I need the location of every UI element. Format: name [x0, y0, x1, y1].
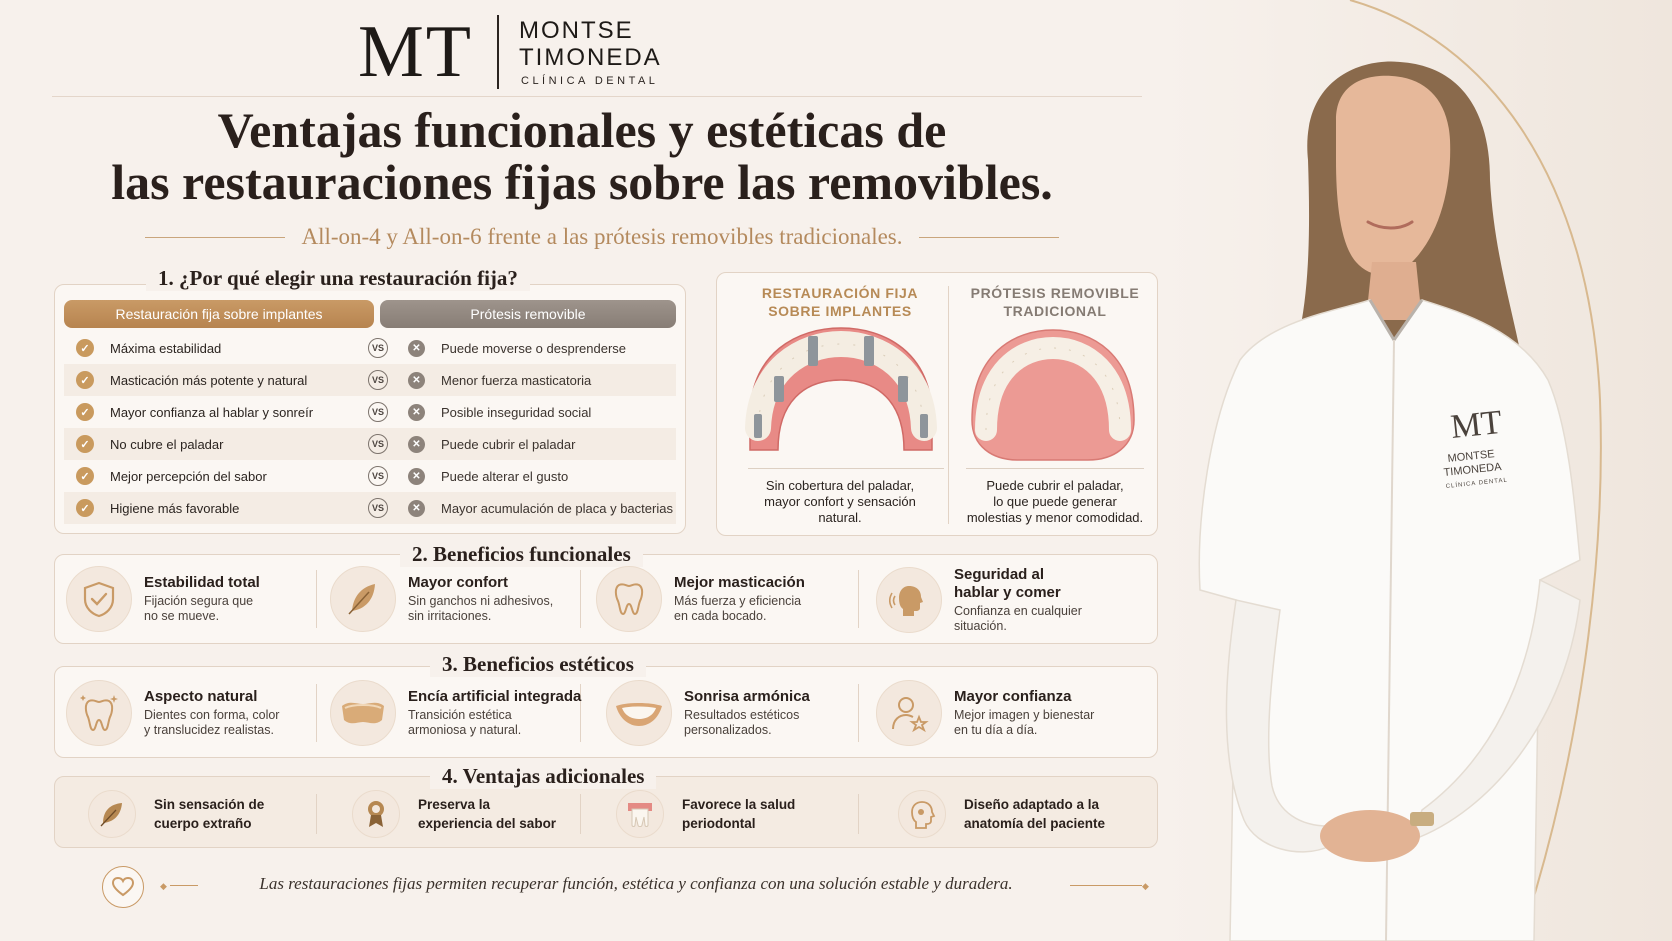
cross-icon: ✕	[408, 436, 425, 453]
benefit-desc-line-1: Confianza en cualquier	[954, 604, 1082, 618]
divider	[580, 570, 581, 628]
check-icon: ✓	[76, 371, 94, 389]
logo-monogram: MT	[358, 11, 473, 93]
column-fixed-header: Restauración fija sobre implantes	[64, 300, 374, 328]
advantage-line-2: anatomía del paciente	[964, 816, 1106, 831]
cross-icon: ✕	[408, 500, 425, 517]
advantage-no-foreign-body	[88, 790, 264, 838]
page-subtitle: All-on-4 y All-on-6 frente a las prótesis removibles tradicionales.	[301, 224, 903, 249]
benefit-desc-line-2: en cada bocado.	[674, 609, 767, 623]
fixed-caption-line-3: natural.	[818, 510, 862, 525]
gum-tooth-icon	[616, 790, 664, 838]
logo-divider	[497, 15, 499, 89]
logo-wordmark	[519, 17, 662, 87]
benefit-stability	[66, 566, 260, 632]
fixed-advantage: Mejor percepción del sabor	[110, 468, 267, 484]
benefit-desc-line-1: Sin ganchos ni adhesivos,	[408, 594, 554, 608]
advantage-line-2: cuerpo extraño	[154, 816, 252, 831]
fixed-advantage: Mayor confianza al hablar y sonreír	[110, 404, 314, 420]
removable-drawback: Puede alterar el gusto	[441, 468, 569, 484]
title-line-2: las restauraciones fijas sobre las removibles.	[111, 154, 1053, 210]
benefit-desc-line-1: Transición estética	[408, 708, 512, 722]
benefit-desc-line-2: no se mueve.	[144, 609, 220, 623]
fixed-advantage: Higiene más favorable	[110, 500, 240, 516]
removable-caption-line-1: Puede cubrir el paladar,	[986, 478, 1124, 493]
removable-drawback: Puede moverse o desprenderse	[441, 340, 627, 356]
logo-name-last: TIMONEDA	[519, 44, 662, 71]
heart-icon	[102, 866, 144, 908]
check-icon: ✓	[76, 339, 94, 357]
page-title	[52, 104, 1112, 208]
sleeve-logo-mark: MT	[1448, 403, 1504, 446]
clinic-logo	[358, 12, 662, 92]
benefit-title: Estabilidad total	[144, 574, 260, 591]
feather-icon	[330, 566, 396, 632]
vs-badge: VS	[368, 402, 388, 422]
implant-arch-image	[738, 322, 944, 468]
vs-badge: VS	[368, 338, 388, 358]
benefit-title: Mejor masticación	[674, 574, 805, 591]
section4-heading: 4. Ventajas adicionales	[430, 764, 656, 789]
advantage-anatomy	[898, 790, 1105, 838]
removable-heading-line-2: TRADICIONAL	[1003, 303, 1107, 319]
cross-icon: ✕	[408, 468, 425, 485]
comparison-row	[64, 364, 676, 396]
fixed-advantage: Máxima estabilidad	[110, 340, 222, 356]
check-icon: ✓	[76, 403, 94, 421]
speaking-head-icon	[876, 567, 942, 633]
benefit-title: Mayor confianza	[954, 688, 1072, 705]
comparison-row	[64, 428, 676, 460]
head-profile-icon	[898, 790, 946, 838]
advantage-line-1: Preserva la	[418, 797, 491, 812]
check-icon: ✓	[76, 467, 94, 485]
benefit-title: Encía artificial integrada	[408, 688, 582, 705]
logo-subtitle: CLÍNICA DENTAL	[521, 75, 659, 87]
benefit-desc-line-1: Dientes con forma, color	[144, 708, 280, 722]
subtitle-row	[52, 222, 1152, 252]
sparkle-tooth-icon	[66, 680, 132, 746]
vs-badge: VS	[368, 498, 388, 518]
removable-denture-image	[964, 326, 1142, 464]
removable-image-caption	[952, 478, 1158, 526]
benefit-chewing	[596, 566, 805, 632]
column-removable-header: Prótesis removible	[380, 300, 676, 328]
benefit-harmonious-smile	[606, 680, 810, 746]
removable-drawback: Puede cubrir el paladar	[441, 436, 576, 452]
benefit-confidence	[876, 680, 1094, 746]
sleeve-logo-name1: MONTSE	[1447, 448, 1496, 465]
removable-caption-line-2: lo que puede generar	[993, 494, 1117, 509]
advantage-line-1: Diseño adaptado a la	[964, 797, 1100, 812]
leaf-icon	[88, 790, 136, 838]
benefit-desc-line-1: Resultados estéticos	[684, 708, 800, 722]
advantage-line-2: periodontal	[682, 816, 756, 831]
benefit-title-line-1: Seguridad al	[954, 566, 1045, 583]
ornament-icon: ◆	[160, 881, 167, 891]
advantage-line-1: Favorece la salud	[682, 797, 796, 812]
section1-heading: 1. ¿Por qué elegir una restauración fija?	[146, 266, 530, 291]
advantage-taste	[352, 790, 556, 838]
footer-rule-right	[1070, 885, 1142, 886]
removable-caption-rule	[966, 468, 1144, 469]
footer-rule-left	[170, 885, 198, 886]
check-icon: ✓	[76, 435, 94, 453]
vs-badge: VS	[368, 370, 388, 390]
benefit-speaking	[876, 566, 1082, 634]
section2-heading: 2. Beneficios funcionales	[400, 542, 643, 567]
logo-name-first: MONTSE	[519, 17, 634, 44]
divider	[316, 684, 317, 742]
title-line-1: Ventajas funcionales y estéticas de	[217, 102, 947, 158]
sleeve-logo-sub: CLÍNICA DENTAL	[1445, 477, 1509, 490]
removable-drawback: Posible inseguridad social	[441, 404, 592, 420]
advantage-periodontal	[616, 790, 795, 838]
comparison-row	[64, 492, 676, 524]
sleeve-logo-name2: TIMONEDA	[1443, 460, 1503, 479]
benefit-desc-line-2: armoniosa y natural.	[408, 723, 522, 737]
divider	[580, 794, 581, 834]
fixed-heading-line-2: SOBRE IMPLANTES	[768, 303, 912, 319]
subtitle-rule-right	[919, 237, 1059, 238]
benefit-desc-line-1: Mejor imagen y bienestar	[954, 708, 1095, 722]
removable-drawback: Mayor acumulación de placa y bacterias	[441, 500, 673, 516]
removable-caption-line-3: molestias y menor comodidad.	[966, 510, 1144, 525]
removable-image-heading	[950, 284, 1160, 320]
benefit-desc-line-2: en tu día a día.	[954, 723, 1038, 737]
award-ribbon-icon	[352, 790, 400, 838]
gum-icon	[330, 680, 396, 746]
benefit-title: Sonrisa armónica	[684, 688, 810, 705]
footer-tagline: Las restauraciones fijas permiten recuperar función, estética y confianza con una solución estable y duradera.	[259, 874, 1013, 893]
subtitle-rule-left	[145, 237, 285, 238]
removable-drawback: Menor fuerza masticatoria	[441, 372, 592, 388]
fixed-heading-line-1: RESTAURACIÓN FIJA	[761, 285, 919, 301]
vs-badge: VS	[368, 466, 388, 486]
shield-check-icon	[66, 566, 132, 632]
benefit-comfort	[330, 566, 553, 632]
tooth-icon	[596, 566, 662, 632]
advantage-line-1: Sin sensación de	[154, 797, 265, 812]
divider	[316, 570, 317, 628]
benefit-title: Mayor confort	[408, 574, 509, 591]
benefit-desc-line-2: sin irritaciones.	[408, 609, 492, 623]
cross-icon: ✕	[408, 404, 425, 421]
fixed-advantage: Masticación más potente y natural	[110, 372, 308, 388]
fixed-advantage: No cubre el paladar	[110, 436, 224, 452]
benefit-title: Aspecto natural	[144, 688, 258, 705]
smile-icon	[606, 680, 672, 746]
header-rule	[52, 96, 1142, 97]
clinician-portrait	[1160, 0, 1672, 941]
divider	[858, 684, 859, 742]
benefit-desc-line-1: Más fuerza y eficiencia	[674, 594, 802, 608]
cross-icon: ✕	[408, 372, 425, 389]
benefit-title-line-2: hablar y comer	[954, 584, 1061, 601]
ornament-icon: ◆	[1142, 881, 1149, 891]
check-icon: ✓	[76, 499, 94, 517]
section3-heading: 3. Beneficios estéticos	[430, 652, 646, 677]
advantage-line-2: experiencia del sabor	[418, 816, 557, 831]
divider	[858, 570, 859, 628]
benefit-desc-line-2: personalizados.	[684, 723, 772, 737]
cross-icon: ✕	[408, 340, 425, 357]
comparison-row	[64, 396, 676, 428]
vs-badge: VS	[368, 434, 388, 454]
person-star-icon	[876, 680, 942, 746]
comparison-row	[64, 332, 676, 364]
benefit-desc-line-2: situación.	[954, 619, 1007, 633]
comparison-row	[64, 460, 676, 492]
fixed-caption-line-1: Sin cobertura del paladar,	[765, 478, 915, 493]
fixed-image-heading	[730, 284, 950, 320]
benefit-integrated-gum	[330, 680, 581, 746]
fixed-caption-rule	[748, 468, 944, 469]
fixed-caption-line-2: mayor confort y sensación	[764, 494, 916, 509]
fixed-image-caption	[730, 478, 950, 526]
removable-heading-line-1: PRÓTESIS REMOVIBLE	[970, 285, 1140, 301]
divider	[316, 794, 317, 834]
benefit-natural-look	[66, 680, 279, 746]
benefit-desc-line-1: Fijación segura que	[144, 594, 254, 608]
benefit-desc-line-2: y translucidez realistas.	[144, 723, 274, 737]
divider	[858, 794, 859, 834]
